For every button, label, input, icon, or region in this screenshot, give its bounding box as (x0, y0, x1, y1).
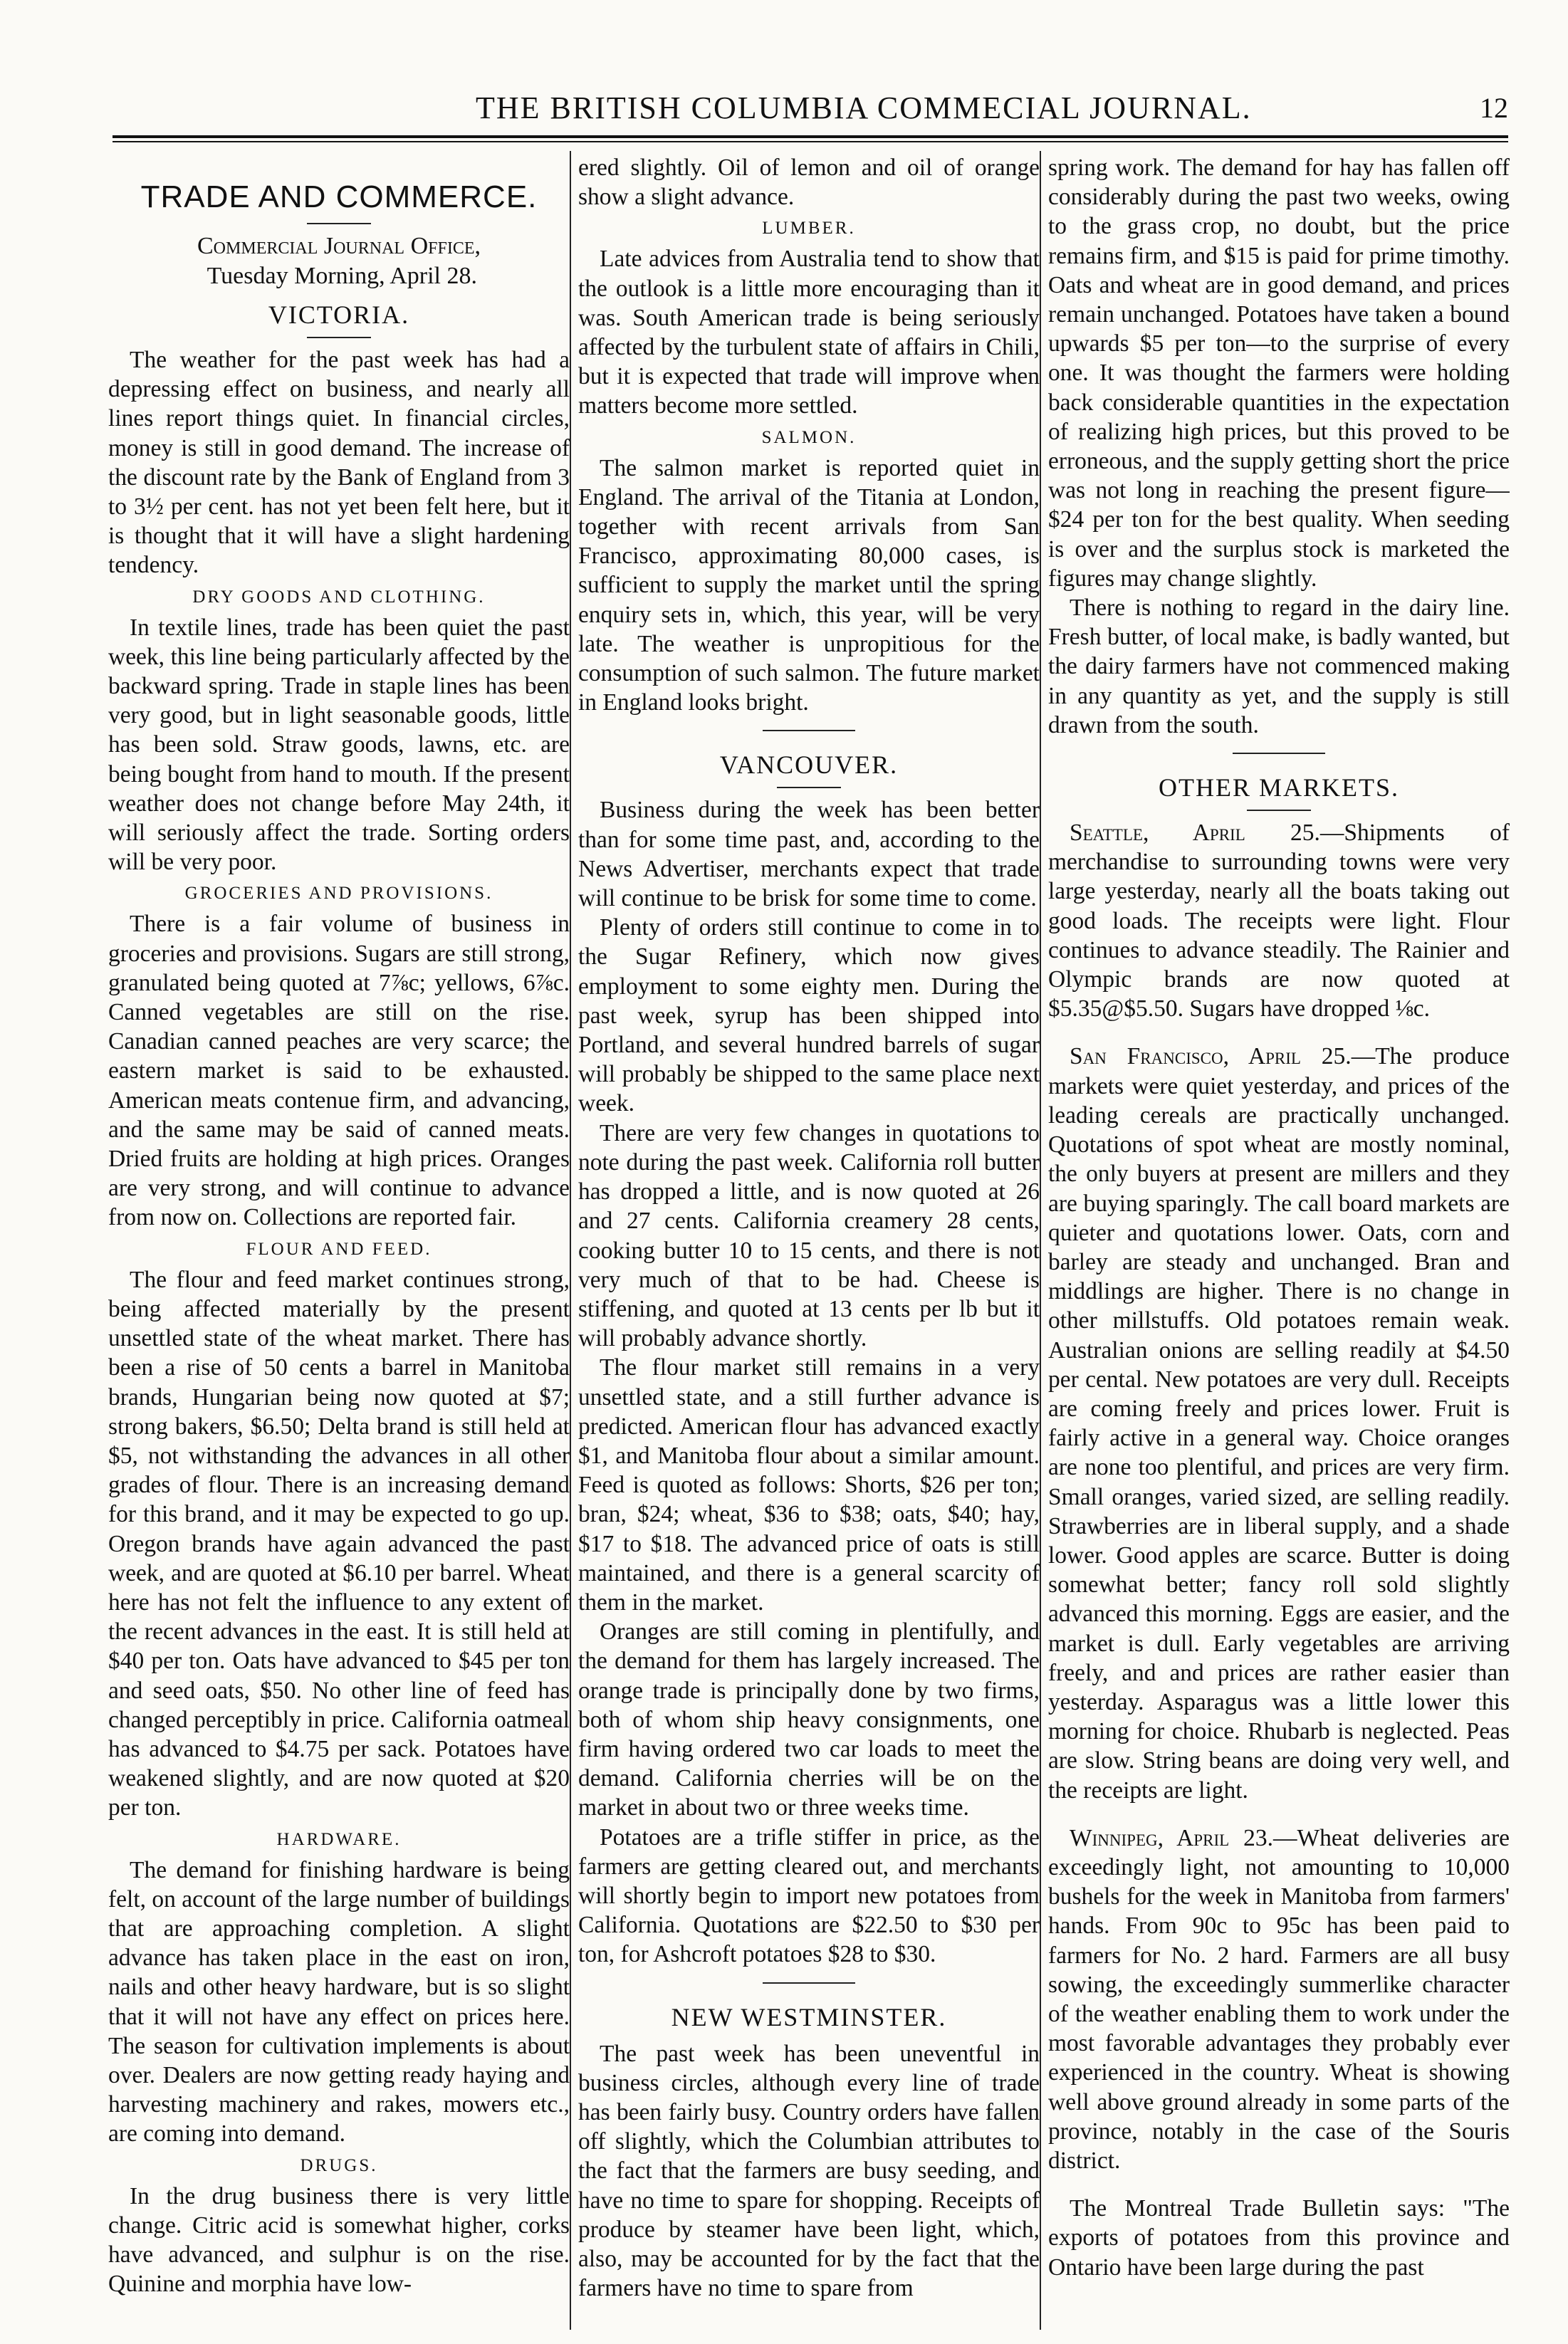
subheading: SALMON. (761, 427, 857, 447)
subheading: FLOUR AND FEED. (246, 1239, 432, 1259)
heading-dash (307, 337, 371, 338)
city-heading: VICTORIA. (268, 300, 410, 329)
office-line: Commercial Journal Office, (197, 233, 481, 259)
heading-dash (307, 223, 371, 224)
section-dash (763, 730, 855, 731)
article-paragraph: The salmon market is reported quiet in England. The arrival of the Titania at London, together with recent arrivals from San Francisco, approximating 80,000 cases, is sufficient to supply the market until the spring enquiry sets in, which, this year, will be very late. The weather is unpropitious for the consumption of such salmon. The future market in England looks bright. (578, 454, 1040, 716)
article-paragraph: Potatoes are a trifle stiffer in price, as the farmers are getting cleared out, and merchants will shortly begin to import new potatoes from California. Quotations are $22.50 to $30 per ton, for Ashcroft potatoes $28 to $30. (578, 1824, 1040, 1968)
page-header (113, 85, 1508, 128)
article-paragraph: The flour market still remains in a very unsettled state, and a still further advance is predicted. American flour has advanced exactly $1, and Manitoba flour about a similar amount. Feed is quoted as follows: Shorts, $26 per ton; bran, $24; wheat, $36 to $38; oats, $40; hay, $17 to $18. The advanced price of oats is still maintained, and there is a general scarcity of them in the market. (578, 1354, 1040, 1616)
column-3 (1048, 153, 1510, 2332)
column-divider (570, 151, 571, 2330)
column-1 (108, 153, 570, 2332)
spacer (1048, 1805, 1510, 1824)
article-paragraph: The flour and feed market continues strong, being affected materially by the present unsettled state of the wheat market. There has been a rise of 50 cents a barrel in Manitoba brands, Hungarian being now quoted at $7; strong bakers, $6.50; Delta brand is still held at $5, not withstanding the advances in all other grades of flour. There is an increasing demand for this brand, and it may be expected to go up. Oregon brands have again advanced the past week, and are quoted at $6.10 per barrel. Wheat here has not felt the influence to any extent of the recent advances in the east. It is still held at $40 per ton. Oats have advanced to $45 per ton and seed oats, $50. No other line of feed has changed perceptibly in price. California oatmeal has advanced to $4.75 per sack. Potatoes have weakened slightly, and are now quoted at $20 per ton. (108, 1266, 570, 1821)
article-paragraph: The weather for the past week has had a depressing effect on business, and nearly all lines report things quiet. In financial circles, money is still in good demand. The increase of the discount rate by the Bank of England from 3 to 3½ per cent. has not yet been felt here, but it is thought that it will have a slight hardening tendency. (108, 347, 570, 579)
article-paragraph: The demand for finishing hardware is being felt, on account of the large number of buildings that are approaching completion. A slight advance has taken place in the east on iron, nails and other heavy hardware, but is so slight that it will not have any effect on prices here. The season for cultivation implements is about over. Dealers are now getting ready haying and harvesting machinery and rakes, mowers etc., are coming into demand. (108, 1856, 570, 2147)
article-paragraph: In textile lines, trade has been quiet the past week, this line being particularly affected by the backward spring. Trade in staple lines has been very good, but in light seasonable goods, little has been sold. Straw goods, lawns, etc. are being bought from hand to mouth. If the present weather does not change before May 24th, it will seriously affect the trade. Sorting orders will be very poor. (108, 614, 570, 876)
subheading: DRUGS. (300, 2155, 378, 2175)
spacer (1048, 1023, 1510, 1042)
article-paragraph: Late advices from Australia tend to show that the outlook is a little more encouraging than it was. South American trade is being seriously affected by the turbulent state of affairs in Chili, but it is expected that trade will improve when matters become more settled. (578, 246, 1040, 419)
article-paragraph: spring work. The demand for hay has fallen off considerably during the past two weeks, owing to the grass crop, no doubt, but the price remains firm, and $15 is paid for prime timothy. Oats and wheat are in good demand, and prices remain unchanged. Potatoes have taken a bound upwards $5 per ton—to the surprise of every one. It was thought the farmers were holding back considerable quantities in the expectation of realizing high prices, but this proved to be erroneous, and the supply getting short the price was not long in reaching the present figure—$24 per ton for the best quality. When seeding is over and the surplus stock is marketed the figures may change slightly. (1048, 155, 1510, 592)
section-heading: TRADE AND COMMERCE. (140, 179, 538, 214)
market-report (1048, 818, 1510, 1023)
article-paragraph: The Montreal Trade Bulletin says: "The exports of potatoes from this province and Ontario have been large during the past (1048, 2195, 1510, 2281)
column-divider (1040, 151, 1041, 2330)
article-paragraph: Business during the week has been better than for some time past, and, according to the News Advertiser, merchants expect that trade will continue to be brisk for some time to come. (578, 797, 1040, 912)
article-paragraph: In the drug business there is very little change. Citric acid is somewhat higher, corks have advanced, and sulphur is on the rise. Quinine and morphia have low- (108, 2182, 570, 2298)
heading-dash (1247, 810, 1311, 811)
report-text: —Wheat deliveries are exceedingly light, not amounting to 10,000 bushels for the week in Manitoba from farmers' hands. From 90c to 95c has been paid to farmers for No. 2 hard. Farmers are all busy sowing, the exceedingly summerlike character of the weather enabling them to work under the most favorable advantages they probably ever experienced in the country. Wheat is showing well above ground already in some parts of the province, notably in the case of the Souris district. (1048, 1824, 1510, 2174)
subheading: HARDWARE. (276, 1829, 402, 1849)
heading-dash (777, 787, 841, 788)
article-paragraph: The past week has been uneventful in business circles, although every line of trade has been fairly busy. Country orders have fallen off slightly, which the Columbian attributes to the fact that the farmers are busy seeding, and have no time to spare for shopping. Receipts of produce by steamer have been light, which, also, may be accounted for by the fact that the farmers have no time to spare from (578, 2040, 1040, 2302)
header-rule (113, 135, 1508, 138)
market-report (1048, 1042, 1510, 1804)
article-paragraph: There are very few changes in quotations to note during the past week. California roll butter has dropped a little, and is now quoted at 26 and 27 cents. California creamery 28 cents, cooking butter 10 to 15 cents, and there is not very much of that to be had. Cheese is stiffening, and quoted at 13 cents per lb but it will probably advance shortly. (578, 1119, 1040, 1352)
header-rule-thin (113, 141, 1508, 142)
article-paragraph: Oranges are still coming in plentifully, and the demand for them has largely increased. The orange trade is principally done by two firms, both of whom ship heavy consignments, one firm having ordered two car loads to meet the demand. California cherries will be on the market in about two or three weeks time. (578, 1618, 1040, 1821)
column-2 (578, 153, 1040, 2332)
article-paragraph: There is nothing to regard in the dairy line. Fresh butter, of local make, is badly wanted, but the dairy farmers have not commenced making in any quantity as yet, and the supply is still drawn from the south. (1048, 595, 1510, 738)
spacer (1048, 2175, 1510, 2194)
journal-title: THE BRITISH COLUMBIA COMMECIAL JOURNAL. (476, 90, 1252, 125)
section-dash (1233, 753, 1325, 754)
section-heading: OTHER MARKETS. (1158, 773, 1399, 802)
date-line: Tuesday Morning, April 28. (207, 263, 477, 289)
report-text: —Shipments of merchandise to surrounding towns were very large yesterday, nearly all the boats taking out good loads. The receipts were light. Flour continues to advance steadily. The Rainier and Olympic brands are now quoted at $5.35@$5.50. Sugars have dropped ⅛c. (1048, 820, 1510, 1022)
market-report (1048, 1824, 1510, 2175)
subheading: DRY GOODS AND CLOTHING. (192, 587, 486, 607)
subheading: GROCERIES AND PROVISIONS. (184, 884, 493, 904)
article-paragraph: Plenty of orders still continue to come in to the Sugar Refinery, which now gives employment to some eighty men. During the past week, syrup has been shipped into Portland, and several hundred barrels of sugar will probably be shipped to the same place next week. (578, 914, 1040, 1117)
subheading: LUMBER. (762, 219, 856, 239)
city-heading: VANCOUVER. (719, 750, 899, 780)
page-number: 12 (1480, 92, 1508, 124)
city-heading: NEW WESTMINSTER. (671, 2002, 947, 2031)
dateline: San Francisco, April 25. (1070, 1043, 1352, 1070)
section-dash (763, 1982, 855, 1984)
dateline: Winnipeg, April 23. (1070, 1824, 1274, 1851)
report-text: —The produce markets were quiet yesterday, and prices of the leading cereals are practically unchanged. Quotations of spot wheat are mostly nominal, the only buyers at present are millers and they are buying sparingly. The call board markets are quieter and quotations lower. Oats, corn and barley are steady and unchanged. Bran and middlings are higher. There is no change in other millstuffs. Old potatoes remain weak. Australian onions are selling readily at $4.50 per cental. New potatoes are very dull. Receipts are coming freely and prices lower. Fruit is fairly active in a general way. Choice oranges are none too plentiful, and prices are very firm. Small oranges, varied sized, are selling readily. Strawberries are in liberal supply, and a shade lower. Good apples are scarce. Butter is doing somewhat better; fancy roll sold slightly advanced this morning. Eggs are easier, and the market is dull. Early vegetables are arriving freely, and and prices are rather easier than yesterday. Asparagus was a little lower this morning for choice. Rhubarb is neglected. Peas are slow. String beans are doing very well, and the receipts are light. (1048, 1043, 1510, 1804)
article-paragraph: ered slightly. Oil of lemon and oil of orange show a slight advance. (578, 155, 1040, 211)
dateline: Seattle, April 25. (1070, 820, 1320, 847)
article-paragraph: There is a fair volume of business in groceries and provisions. Sugars are still strong, granulated being quoted at 7⅞c; yellows, 6⅞c. Canned vegetables are still on the rise. Canadian canned peaches are very scarce; the eastern market is said to be exhausted. American meats contenue firm, and advancing, and the same may be said of canned meats. Dried fruits are holding at high prices. Oranges are very strong, and will continue to advance from now on. Collections are reported fair. (108, 911, 570, 1231)
